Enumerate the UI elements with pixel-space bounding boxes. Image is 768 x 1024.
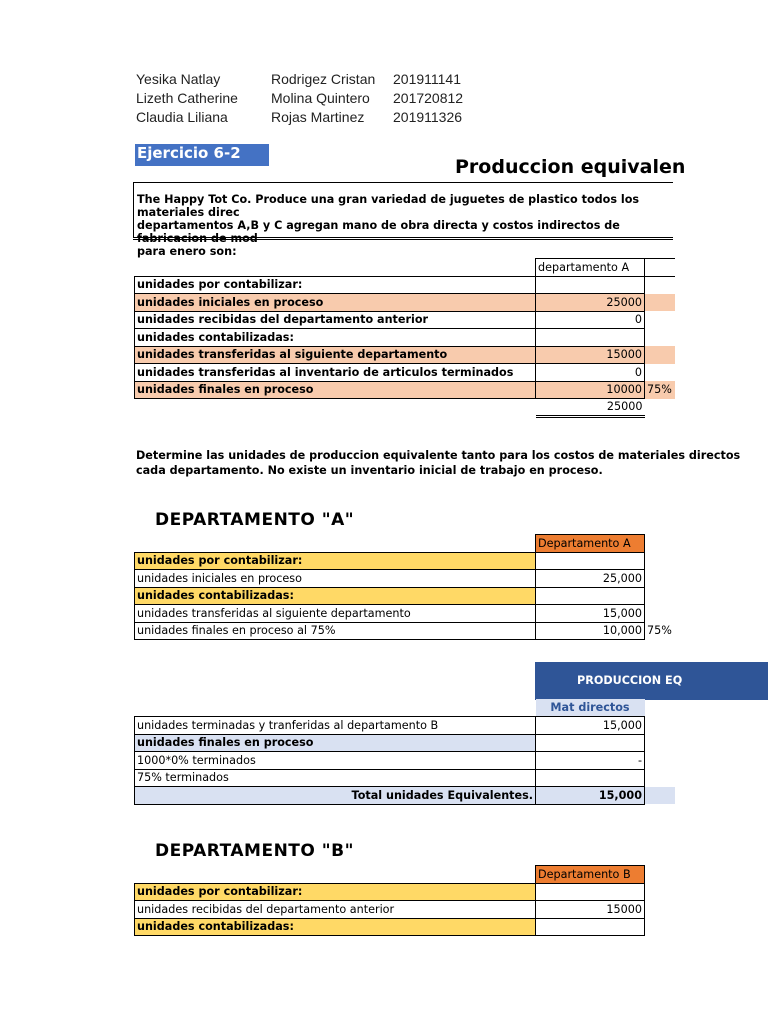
table-row: unidades finales en proceso (135, 734, 675, 752)
production-col-header: Mat directos (536, 699, 645, 717)
student-2-id: 201720812 (393, 90, 464, 106)
production-table (134, 699, 675, 805)
student-3-id: 201911326 (393, 109, 463, 125)
instructions-line: cada departamento. No existe un inventario inicial de trabajo en proceso. (136, 464, 603, 477)
table-row: unidades por contabilizar: (135, 552, 675, 570)
exercise-tag: Ejercicio 6-2 (135, 144, 269, 166)
divider (133, 239, 673, 240)
description-line: The Happy Tot Co. Produce una gran variedad de juguetes de plastico todos los materiales direc (137, 193, 640, 219)
given-data-table (134, 258, 675, 418)
table-row: 75% terminados (135, 769, 675, 787)
dept-b-heading: DEPARTAMENTO "B" (155, 841, 354, 861)
table-row: unidades recibidas del departamento anterior 15000 (135, 901, 675, 919)
dept-a-heading: DEPARTAMENTO "A" (155, 510, 355, 530)
main-title: Produccion equivalen (455, 156, 686, 178)
description-line: para enero son: (137, 245, 237, 258)
table-row: unidades contabilizadas: (135, 587, 675, 605)
table-row: unidades iniciales en proceso 25000 (135, 294, 675, 312)
table-row: unidades transferidas al siguiente departamento 15000 (135, 346, 675, 364)
instructions (136, 448, 741, 478)
student-2-first: Lizeth Catherine (136, 90, 238, 106)
dept-a-table (134, 534, 675, 640)
student-3-last: Rojas Martinez (271, 109, 365, 125)
description-line: departamentos A,B y C agregan mano de obra directa y costos indirectos de fabricacion de mod (137, 219, 620, 245)
table-total: 25000 (536, 399, 645, 417)
dept-a-header: Departamento A (536, 535, 645, 553)
table-row: unidades iniciales en proceso 25,000 (135, 570, 675, 588)
table-row: unidades recibidas del departamento anterior 0 (135, 311, 675, 329)
student-3-first: Claudia Liliana (136, 109, 228, 125)
dept-b-table (134, 865, 675, 936)
table-header: departamento A (536, 259, 645, 277)
table-row: unidades por contabilizar: (135, 883, 675, 901)
student-1-last: Rodrigez Cristan (271, 71, 376, 87)
problem-description (133, 182, 673, 258)
table-row: unidades por contabilizar: (135, 276, 675, 294)
table-row: unidades contabilizadas: (135, 918, 675, 936)
student-1-first: Yesika Natlay (136, 71, 221, 87)
production-banner: PRODUCCION EQ (535, 662, 768, 700)
table-row: unidades transferidas al inventario de articulos terminados 0 (135, 364, 675, 382)
table-row: unidades contabilizadas: (135, 329, 675, 347)
dept-b-header: Departamento B (536, 866, 645, 884)
table-row: 1000*0% terminados - (135, 752, 675, 770)
table-total-row: Total unidades Equivalentes. 15,000 (135, 787, 675, 805)
table-row: unidades transferidas al siguiente departamento 15,000 (135, 605, 675, 623)
table-row: unidades finales en proceso 10000 75% (135, 381, 675, 399)
instructions-line: Determine las unidades de produccion equivalente tanto para los costos de materiales directos (136, 449, 741, 462)
student-1-id: 201911141 (393, 71, 461, 87)
student-2-last: Molina Quintero (271, 90, 370, 106)
table-row: unidades finales en proceso al 75% 10,000 75% (135, 622, 675, 640)
table-row: unidades terminadas y tranferidas al departamento B 15,000 (135, 717, 675, 735)
